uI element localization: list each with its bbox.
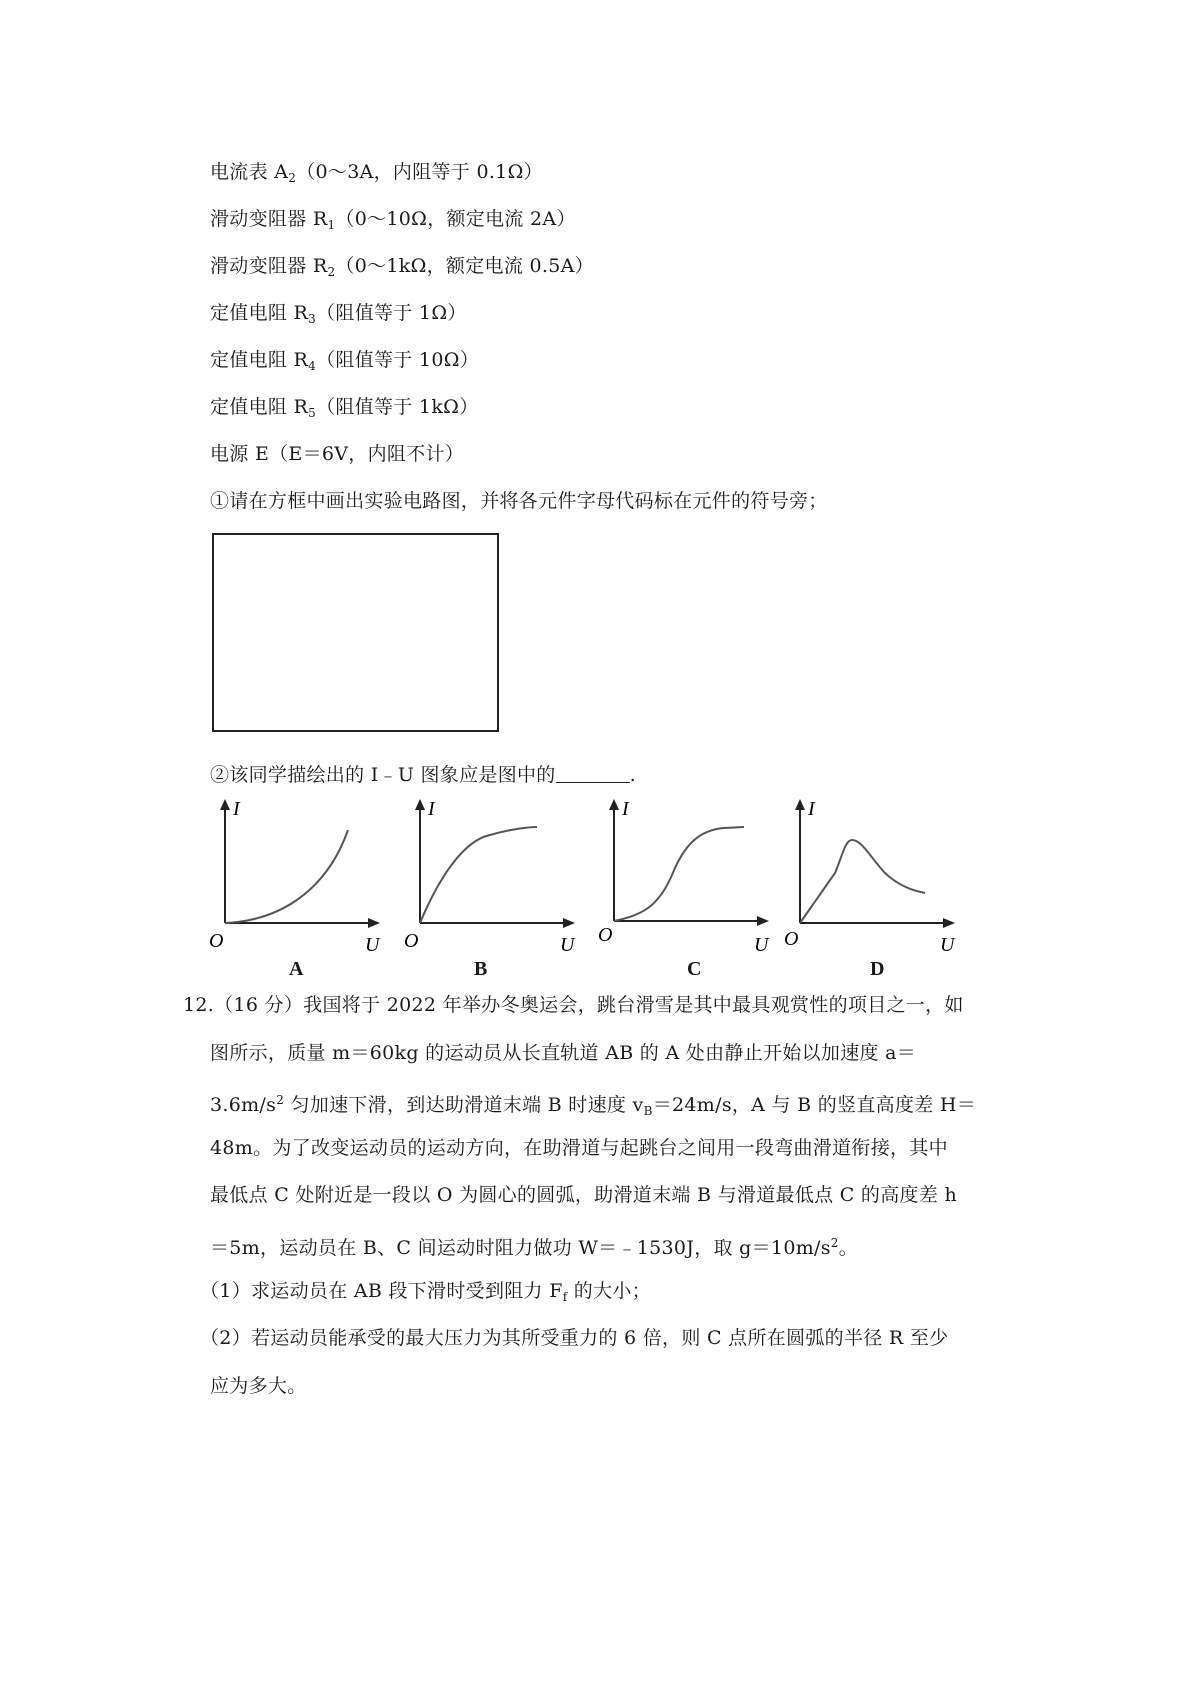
equipment-a2: 电流表 $A_2(0\sim 3A$，内阻等于 0.1Ω） <box>210 161 543 185</box>
x-axis-arrow-icon <box>757 916 769 926</box>
q12-points: （16 分） <box>214 994 304 1016</box>
x-axis-label: U <box>940 934 955 956</box>
graph-b-label: B <box>474 958 488 980</box>
graph-a-plot <box>209 795 395 956</box>
graph-b-plot <box>404 795 590 956</box>
y-axis-arrow-icon <box>220 799 230 810</box>
graph-a <box>209 795 395 985</box>
q12-line-2: 图所示，质量 m＝60kg 的运动员从长直轨道 AB 的 A 处由静止开始以加速度 a＝ <box>210 1042 917 1064</box>
y-axis-label: I <box>808 798 815 820</box>
graph-c <box>598 795 784 985</box>
graph-c-plot <box>598 795 784 956</box>
q12-line-5: 最低点 C 处附近是一段以 O 为圆心的圆弧，助滑道末端 B 与滑道最低点 C 的高度差 h <box>210 1184 958 1206</box>
q12-subquestion-2: （2）若运动员能承受的最大压力为其所受重力的 6 倍，则 C 点所在圆弧的半径 R 至少 <box>200 1327 949 1349</box>
x-axis-arrow-icon <box>368 918 380 928</box>
x-axis-label: U <box>754 934 769 956</box>
equipment-r1: 滑动变阻器 $R_1(0\sim 10\Omega$，额定电流 2A） <box>210 208 576 232</box>
equipment-r5: 定值电阻 $R_5$（阻值等于 1kΩ） <box>210 396 479 420</box>
x-axis-arrow-icon <box>943 918 955 928</box>
origin-label: O <box>209 930 224 952</box>
answer-blank <box>556 764 630 783</box>
q11-part1: ①请在方框中画出实验电路图，并将各元件字母代码标在元件的符号旁； <box>210 490 828 512</box>
equipment-r4: 定值电阻 $R_4$（阻值等于 10Ω） <box>210 349 480 373</box>
iu-curve <box>225 830 348 923</box>
circuit-drawing-box <box>212 533 499 732</box>
graph-d <box>784 795 970 985</box>
q12-line-4: 48m。为了改变运动员的运动方向，在助滑道与起跳台之间用一段弯曲滑道衔接，其中 <box>210 1137 948 1159</box>
q12-subquestion-1: （1）求运动员在 AB 段下滑时受到阻力 $F_f$ 的大小； <box>200 1280 651 1304</box>
y-axis-arrow-icon <box>795 799 805 810</box>
graph-b <box>404 795 590 985</box>
graph-d-label: D <box>870 958 885 980</box>
equipment-power-source: 电源 E（E＝6V，内阻不计） <box>210 443 465 465</box>
q12-line-1: 12.（16 分）我国将于 2022 年举办冬奥运会，跳台滑雪是其中最具观赏性的项目之一，如 <box>183 994 964 1016</box>
y-axis-arrow-icon <box>609 799 619 810</box>
y-axis-arrow-icon <box>415 799 425 810</box>
equipment-r2: 滑动变阻器 $R_2(0\sim 1k\Omega$，额定电流 0.5A） <box>210 255 594 279</box>
equipment-r3: 定值电阻 $R_3$（阻值等于 1Ω） <box>210 302 467 326</box>
origin-label: O <box>598 924 613 946</box>
y-axis-label: I <box>428 798 435 820</box>
graph-c-label: C <box>687 958 702 980</box>
x-axis-label: U <box>365 934 380 956</box>
origin-label: O <box>404 930 419 952</box>
q12-number: 12. <box>183 994 215 1016</box>
iu-curve <box>420 827 537 923</box>
graph-d-plot <box>784 795 970 956</box>
graph-a-label: A <box>289 958 304 980</box>
q12-subquestion-2-cont: 应为多大。 <box>210 1375 307 1397</box>
y-axis-label: I <box>622 798 629 820</box>
q12-line-6: ＝5m，运动员在 B、C 间运动时阻力做功 W＝﹣1530J，取 $g=10m/s^2$。 <box>210 1236 859 1259</box>
iu-curve <box>614 827 744 921</box>
iu-curve <box>800 840 925 923</box>
q11-part2: ②该同学描绘出的 I﹣U 图象应是图中的 . <box>210 764 636 786</box>
x-axis-label: U <box>560 934 575 956</box>
q12-line-3: $3.6m/s^2$ 匀加速下滑，到达助滑道末端 B 时速度 $v_B=24m/s$，A 与 B 的竖直高度差 H＝ <box>210 1093 977 1118</box>
x-axis-arrow-icon <box>563 918 575 928</box>
y-axis-label: I <box>233 798 240 820</box>
origin-label: O <box>784 928 799 950</box>
